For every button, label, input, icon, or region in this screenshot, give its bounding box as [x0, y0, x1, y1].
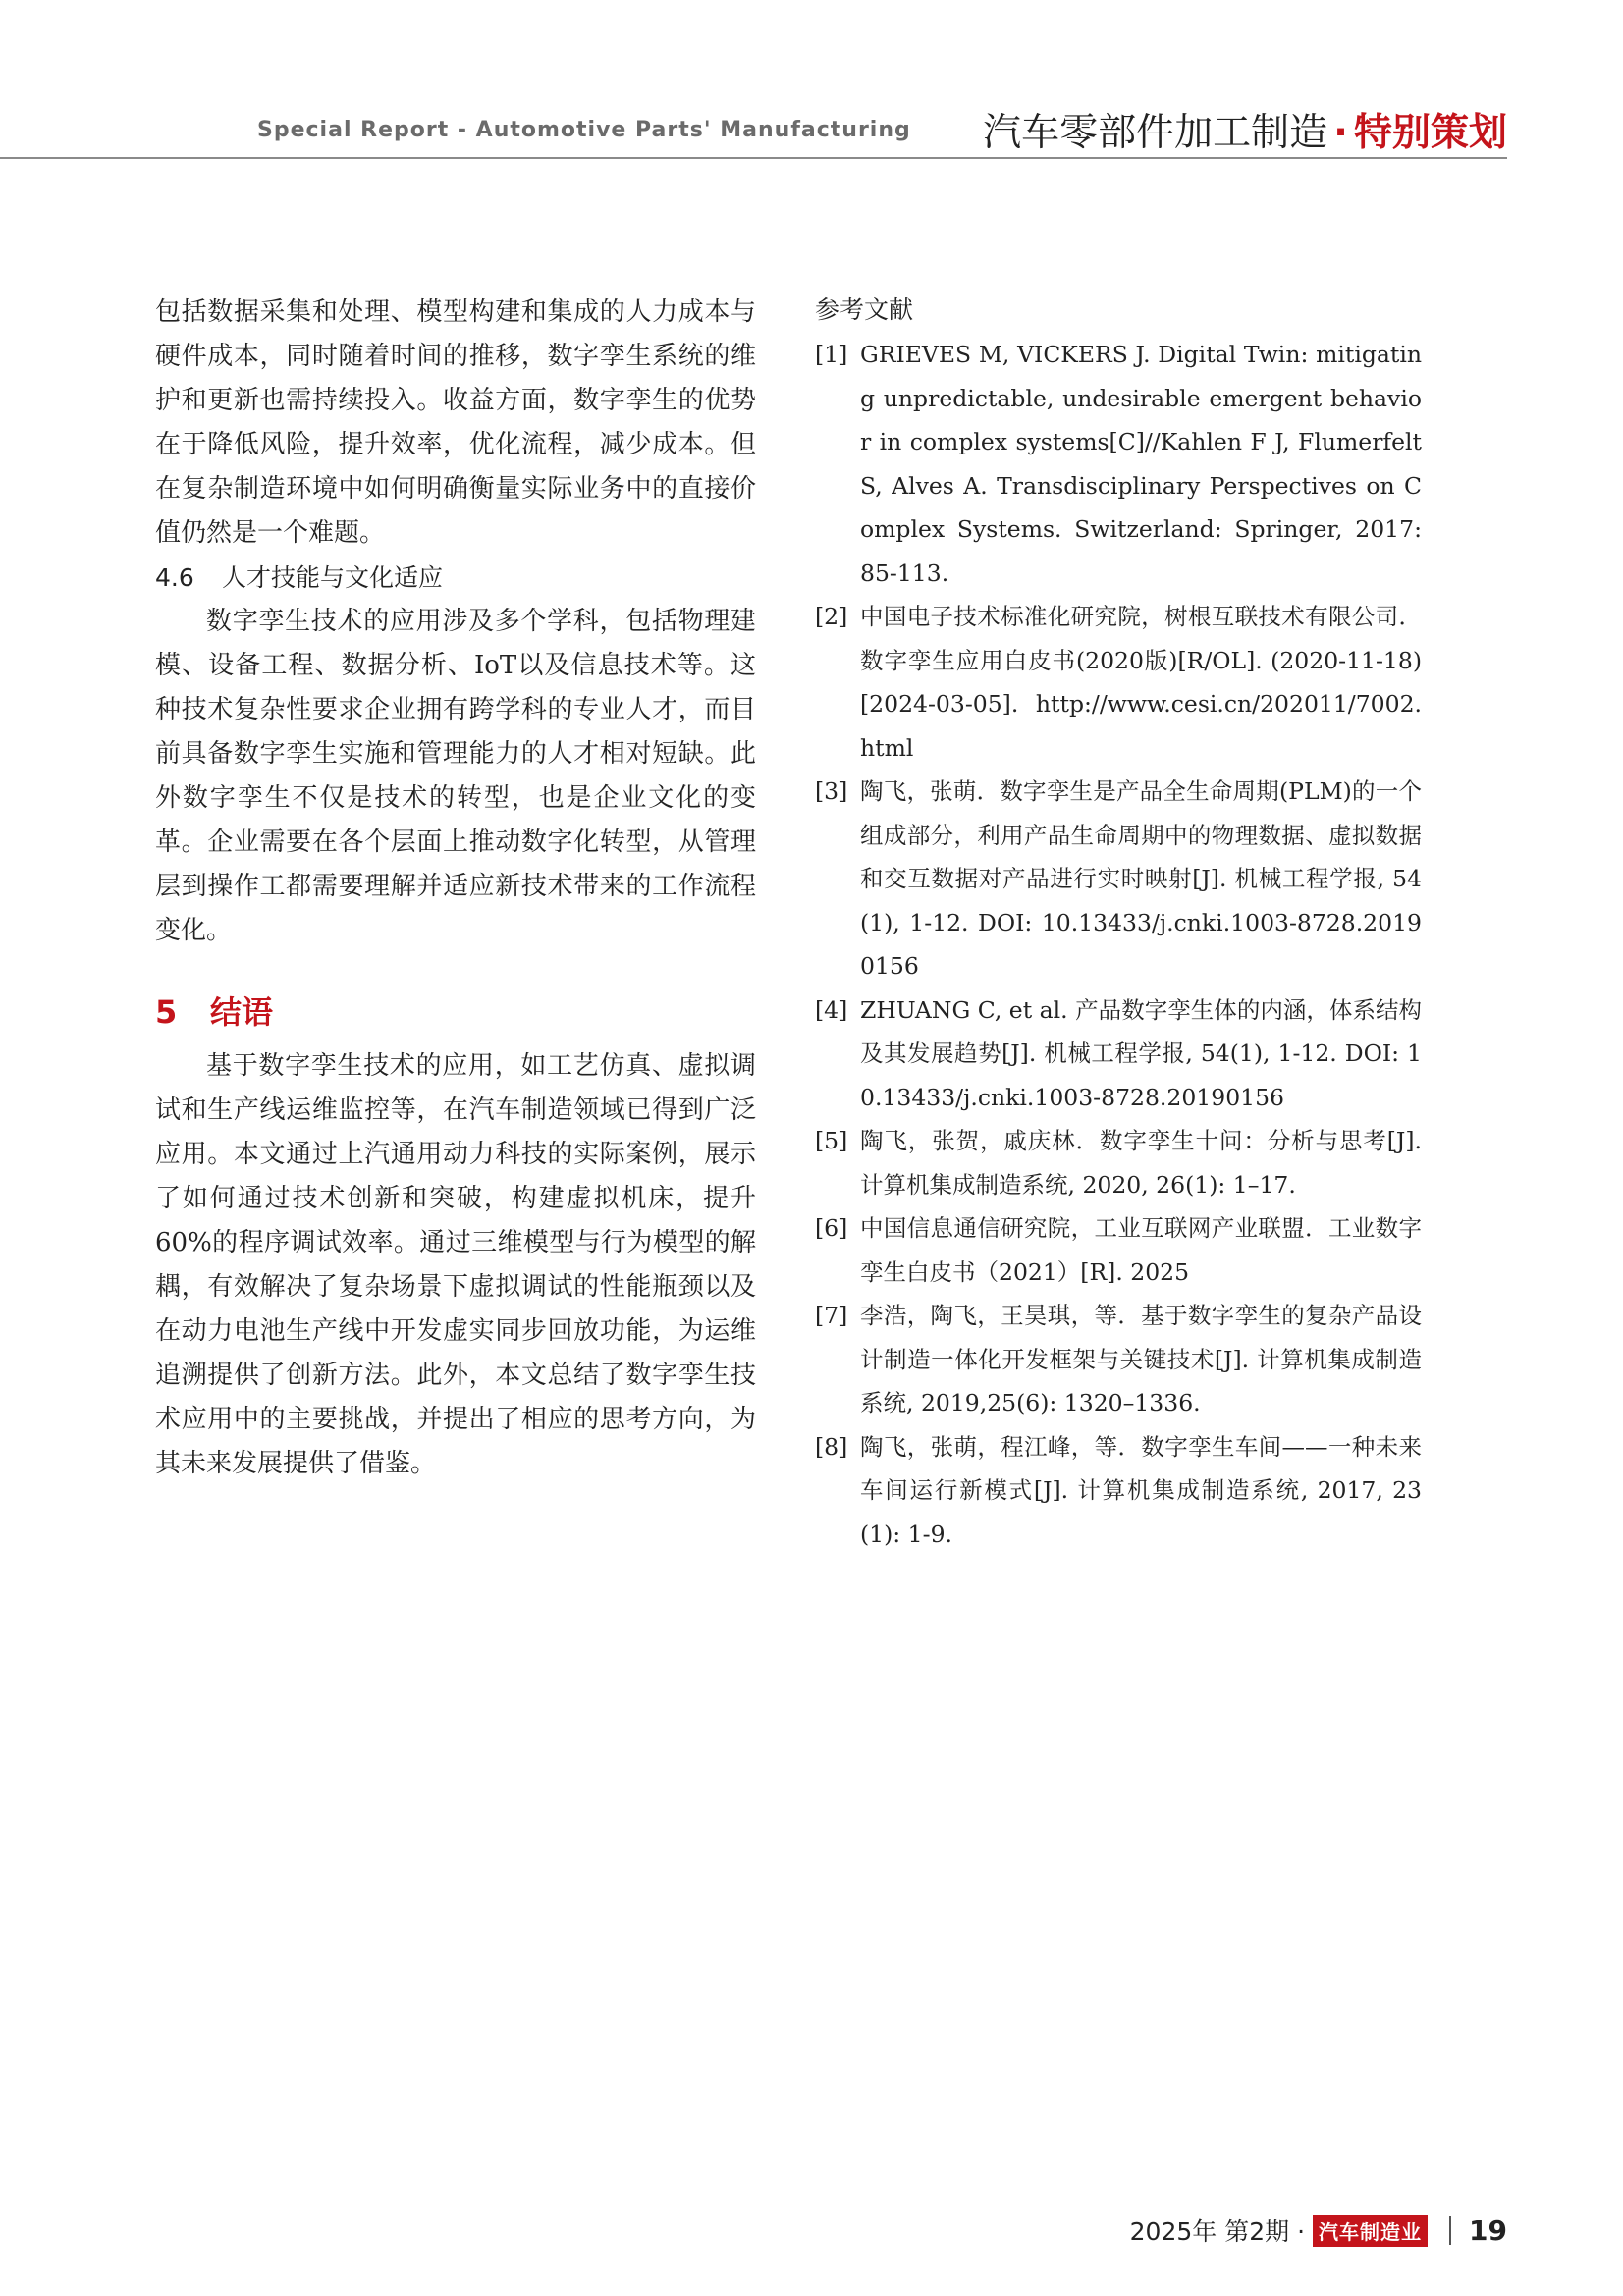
reference-number: [8]	[815, 1432, 848, 1461]
issue-label: 2025年 第2期 ·	[1129, 2217, 1306, 2246]
paragraph-talent: 数字孪生技术的应用涉及多个学科，包括物理建模、设备工程、数据分析、IoT以及信息技术等。这种技术复杂性要求企业拥有跨学科的专业人才，而目前具备数字孪生实施和管理能力的人才相对短缺。此外数字孪生不仅是技术的转型，也是企业文化的变革。企业需要在各个层面上推动数字化转型，从管理层到操作工都需要理解并适应新技术带来的工作流程变化。	[155, 607, 756, 945]
subsection-title: 人才技能与文化适应	[222, 563, 444, 592]
header-chinese-main: 汽车零部件加工制造	[983, 111, 1328, 155]
reference-item	[815, 1119, 1422, 1206]
reference-number: [7]	[815, 1302, 848, 1329]
reference-item	[815, 770, 1422, 988]
reference-number: [3]	[815, 777, 848, 805]
page-number: 19	[1469, 2214, 1507, 2247]
section-number: 5	[155, 993, 178, 1031]
header-rule	[0, 157, 1507, 159]
reference-text: 中国电子技术标准化研究院，树根互联技术有限公司．数字孪生应用白皮书(2020版)[R/OL]. (2020-11-18) [2024-03-05]. http://www.cesi.cn/202011/7002.html	[860, 603, 1422, 762]
reference-number: [1]	[815, 341, 848, 368]
magazine-badge: 汽车制造业	[1313, 2215, 1428, 2247]
references-heading: 参考文献	[815, 295, 914, 324]
reference-number: [4]	[815, 995, 848, 1024]
reference-text: 陶飞，张贺，戚庆林．数字孪生十问：分析与思考[J]. 计算机集成制造系统, 2020, 26(1): 1–17.	[860, 1127, 1422, 1199]
reference-item	[815, 1425, 1422, 1557]
header-special-label: 特别策划	[1353, 111, 1507, 155]
reference-text: 陶飞，张萌，程江峰，等．数字孪生车间——一种未来车间运行新模式[J]. 计算机集成制造系统, 2017, 23(1): 1-9.	[860, 1432, 1422, 1548]
reference-item	[815, 1294, 1422, 1425]
reference-text: ZHUANG C, et al. 产品数字孪生体的内涵，体系结构及其发展趋势[J]. 机械工程学报, 54(1), 1-12. DOI: 10.13433/j.cnki.1003-8728.20190156	[860, 995, 1422, 1111]
reference-item	[815, 333, 1422, 595]
footer-divider	[1449, 2216, 1451, 2245]
paragraph-cost: 包括数据采集和处理、模型构建和集成的人力成本与硬件成本，同时随着时间的推移，数字孪生系统的维护和更新也需持续投入。收益方面，数字孪生的优势在于降低风险，提升效率，优化流程，减少成本。但在复杂制造环境中如何明确衡量实际业务中的直接价值仍然是一个难题。	[155, 297, 756, 548]
reference-item	[815, 595, 1422, 770]
header-english-title: Special Report - Automotive Parts' Manufacturing	[257, 118, 911, 142]
reference-number: [6]	[815, 1214, 848, 1242]
header-chinese-title	[983, 102, 1507, 157]
header-dot: ·	[1333, 111, 1348, 155]
reference-item	[815, 988, 1422, 1120]
reference-text: 陶飞，张萌．数字孪生是产品全生命周期(PLM)的一个组成部分，利用产品生命周期中的物理数据、虚拟数据和交互数据对产品进行实时映射[J]. 机械工程学报, 54(1), 1-12. DOI: 10.13433/j.cnki.1003-8728.20190156	[860, 777, 1422, 980]
reference-item	[815, 1206, 1422, 1294]
paragraph-conclusion: 基于数字孪生技术的应用，如工艺仿真、虚拟调试和生产线运维监控等，在汽车制造领域已得到广泛应用。本文通过上汽通用动力科技的实际案例，展示了如何通过技术创新和突破，构建虚拟机床，提升60%的程序调试效率。通过三维模型与行为模型的解耦，有效解决了复杂场景下虚拟调试的性能瓶颈以及在动力电池生产线中开发虚实同步回放功能，为运维追溯提供了创新方法。此外，本文总结了数字孪生技术应用中的主要挑战，并提出了相应的思考方向，为其未来发展提供了借鉴。	[155, 1051, 756, 1478]
reference-number: [5]	[815, 1127, 848, 1154]
page-footer	[1130, 2213, 1507, 2248]
subsection-heading	[155, 556, 756, 600]
left-column	[155, 291, 756, 1486]
reference-number: [2]	[815, 603, 848, 630]
section-title: 结语	[210, 993, 274, 1031]
reference-text: 李浩，陶飞，王昊琪，等．基于数字孪生的复杂产品设计制造一体化开发框架与关键技术[J]. 计算机集成制造系统, 2019,25(6): 1320–1336.	[860, 1302, 1422, 1416]
references-column	[815, 291, 1422, 1556]
reference-text: 中国信息通信研究院，工业互联网产业联盟．工业数字孪生白皮书（2021）[R]. 2025	[860, 1214, 1422, 1286]
reference-text: GRIEVES M, VICKERS J. Digital Twin: mitigating unpredictable, undesirable emergent behavior in complex systems[C]//Kahlen F J, Flumerfelt S, Alves A. Transdisciplinary Perspectives on Complex Systems. Switzerland: Springer, 2017: 85-113.	[860, 341, 1422, 587]
section-heading	[155, 990, 756, 1035]
subsection-number: 4.6	[155, 563, 194, 592]
